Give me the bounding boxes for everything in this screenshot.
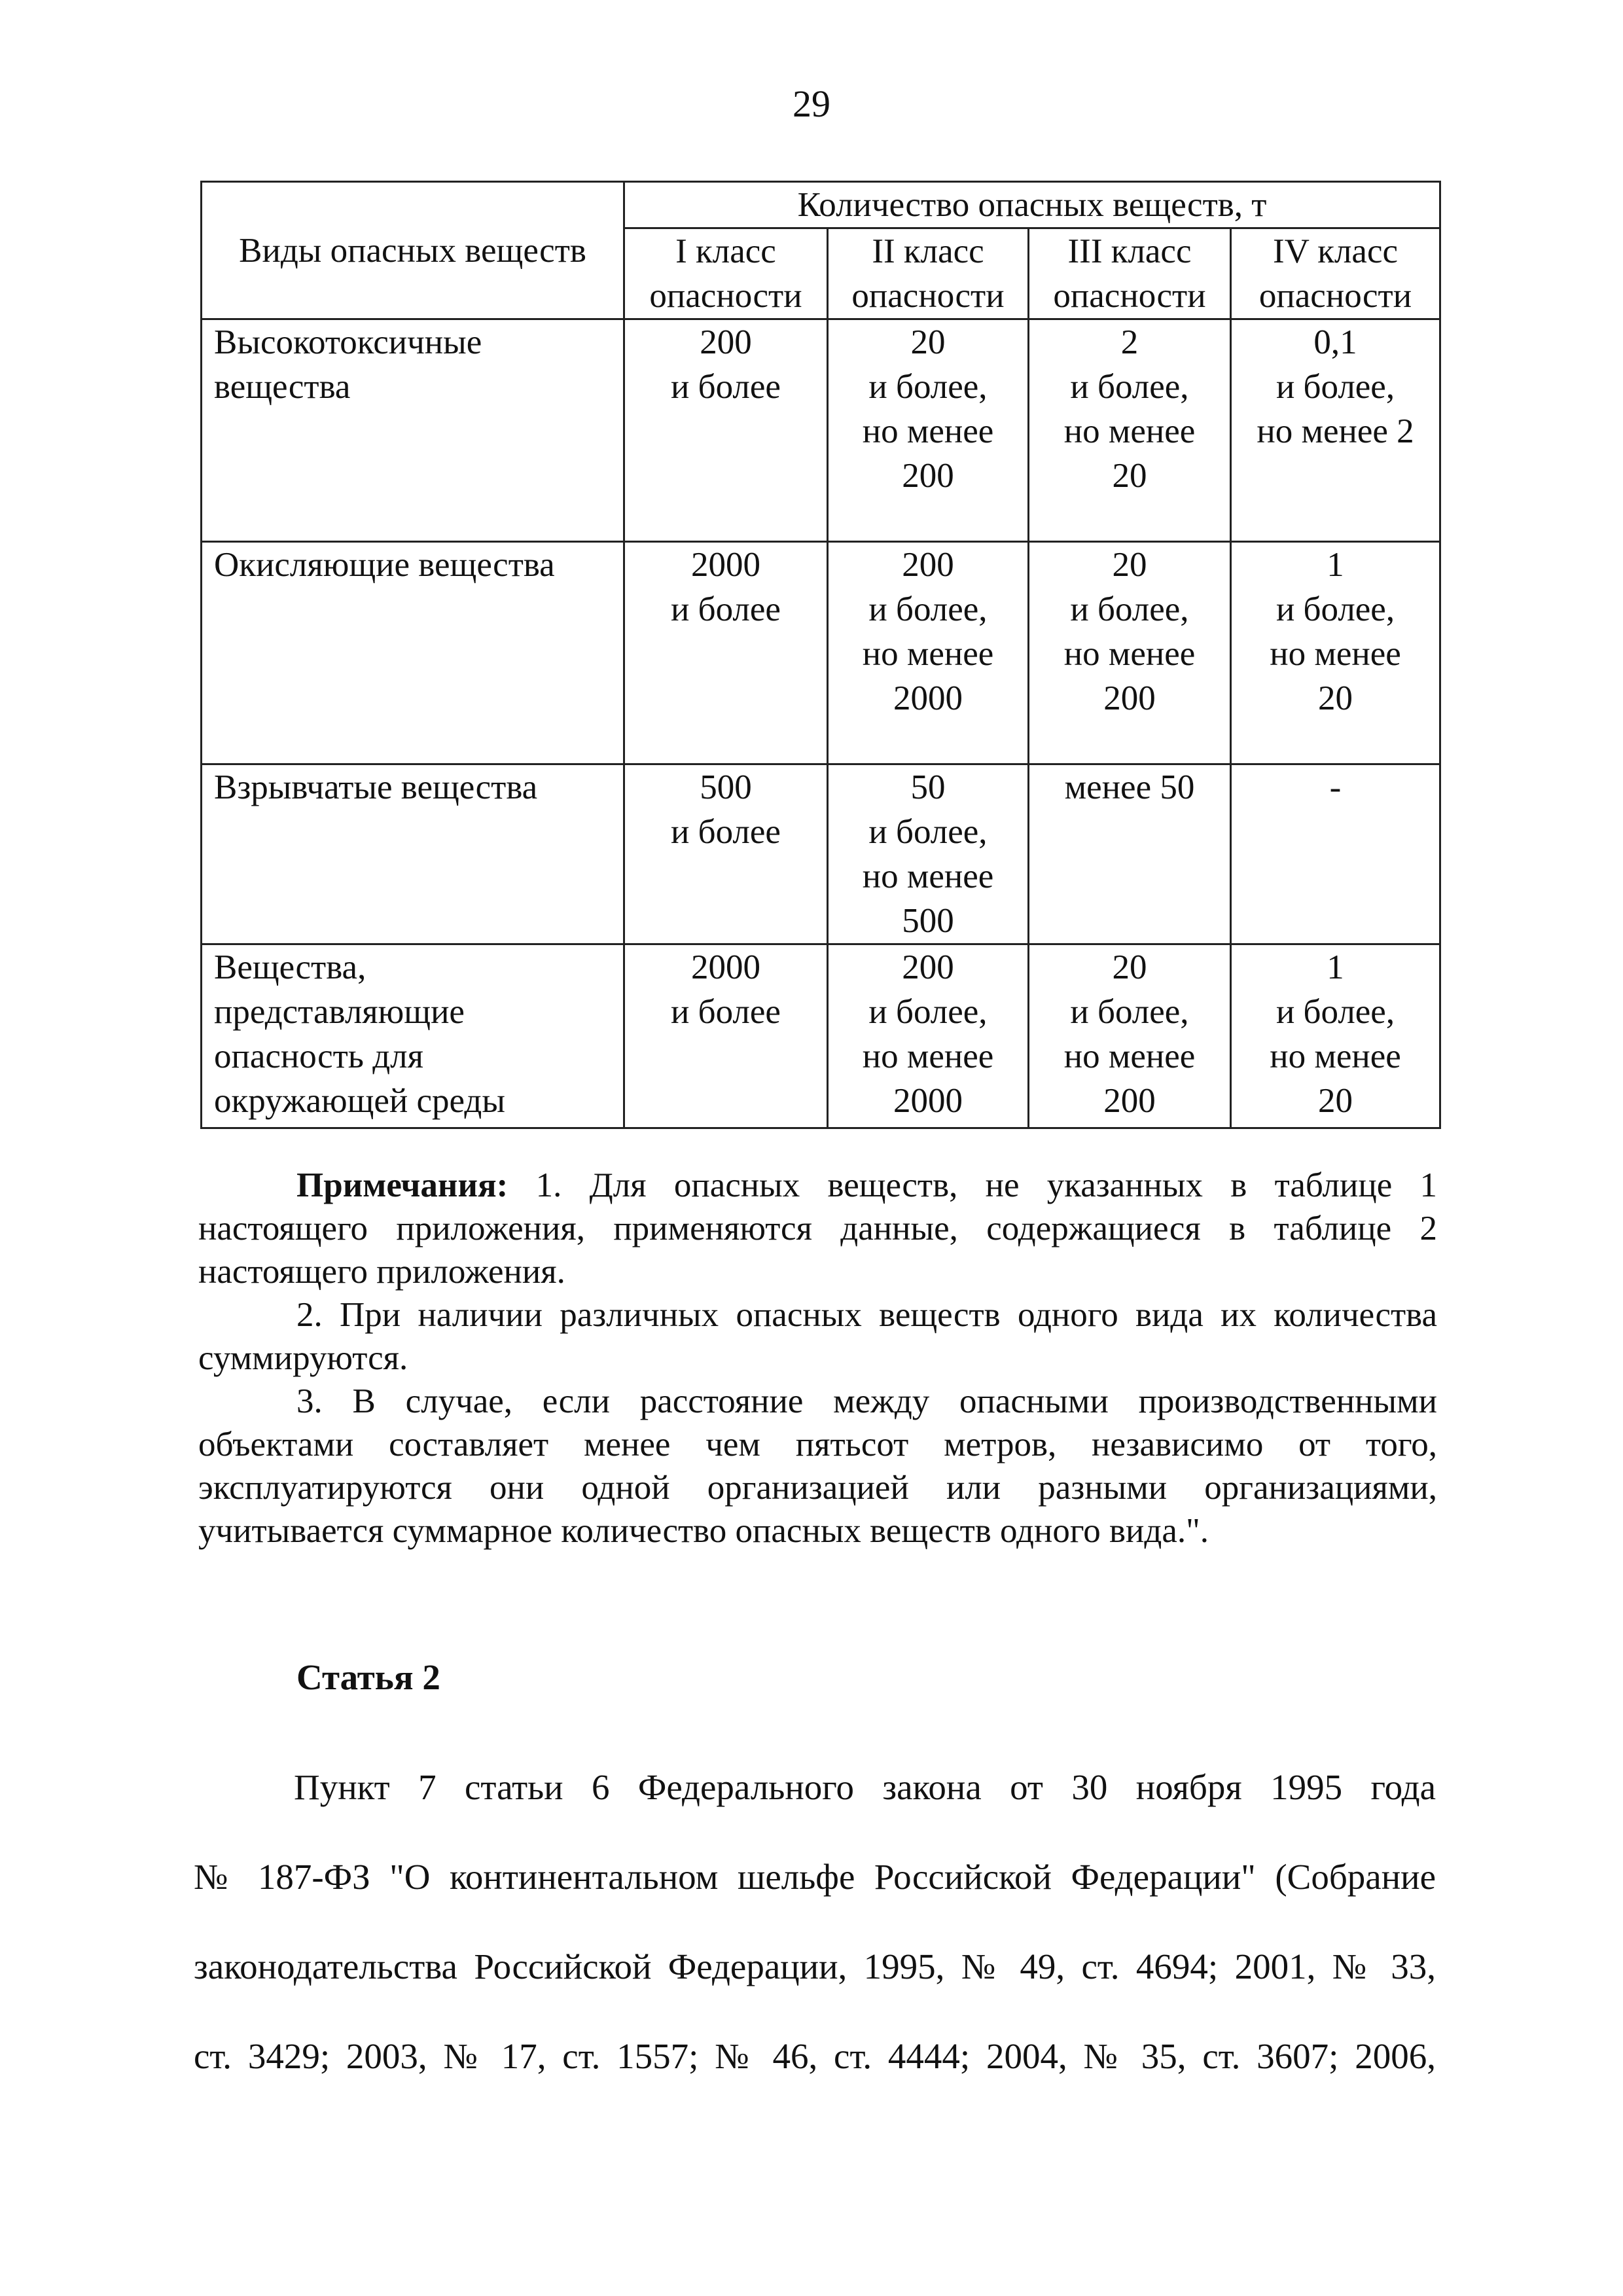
note-3: 3. В случае, если расстояние между опасными производственными объектами составляет менее чем пятьсот метров, независимо от того, эксплуатируются они одной организацией или разными организациями, учитывается суммарное количество опасных веществ одного вида.". <box>198 1382 1437 1550</box>
article-text <box>194 1742 1436 2101</box>
value-cell: менее 50 <box>1029 764 1231 944</box>
value-cell: 0,1 и более, но менее 2 <box>1231 319 1440 542</box>
value-cell: 50 и более, но менее 500 <box>828 764 1029 944</box>
value-cell: 2 и более, но менее 20 <box>1029 319 1231 542</box>
value-cell: 200 и более, но менее 2000 <box>828 542 1029 764</box>
article-line: законодательства Российской Федерации, 1995, № 49, ст. 4694; 2001, № 33, <box>194 1946 1436 1986</box>
article-line: Пункт 7 статьи 6 Федерального закона от 30 ноября 1995 года <box>294 1767 1436 1807</box>
article-line: № 187-ФЗ "О континентальном шельфе Российской Федерации" (Собрание <box>194 1857 1436 1897</box>
header-class-1: I класс опасности <box>624 228 828 319</box>
value-cell: 1 и более, но менее 20 <box>1231 542 1440 764</box>
header-class-4: IV класс опасности <box>1231 228 1440 319</box>
row-name-cell: Взрывчатые вещества <box>202 764 624 944</box>
table-header-row-1 <box>202 182 1440 228</box>
article-line: ст. 3429; 2003, № 17, ст. 1557; № 46, ст. 4444; 2004, № 35, ст. 3607; 2006, <box>194 2036 1436 2076</box>
header-class-2: II класс опасности <box>828 228 1029 319</box>
table-row <box>202 319 1440 542</box>
value-cell: - <box>1231 764 1440 944</box>
value-cell: 200 и более, но менее 2000 <box>828 944 1029 1128</box>
value-cell: 2000 и более <box>624 542 828 764</box>
notes-section <box>198 1164 1437 1552</box>
value-cell: 20 и более, но менее 200 <box>1029 542 1231 764</box>
row-name-cell: Высокотоксичные вещества <box>202 319 624 542</box>
note-2: 2. При наличии различных опасных веществ одного вида их количества суммируются. <box>198 1296 1437 1377</box>
table-row <box>202 542 1440 764</box>
value-cell: 2000 и более <box>624 944 828 1128</box>
hazardous-substances-table <box>200 181 1441 1129</box>
header-substance-types: Виды опасных веществ <box>202 182 624 319</box>
header-quantity-group: Количество опасных веществ, т <box>624 182 1440 228</box>
table-row <box>202 764 1440 944</box>
value-cell: 500 и более <box>624 764 828 944</box>
article-title: Статья 2 <box>296 1657 440 1697</box>
row-name-cell: Вещества, представляющие опасность для окружающей среды <box>202 944 624 1128</box>
page-number: 29 <box>793 82 830 125</box>
value-cell: 20 и более, но менее 200 <box>1029 944 1231 1128</box>
value-cell: 20 и более, но менее 200 <box>828 319 1029 542</box>
value-cell: 200 и более <box>624 319 828 542</box>
note-1: Примечания: 1. Для опасных веществ, не указанных в таблице 1 настоящего приложения, применяются данные, содержащиеся в таблице 2 настоящего приложения. <box>198 1166 1438 1291</box>
value-cell: 1 и более, но менее 20 <box>1231 944 1440 1128</box>
header-class-3: III класс опасности <box>1029 228 1231 319</box>
table-row <box>202 944 1440 1128</box>
row-name-cell: Окисляющие вещества <box>202 542 624 764</box>
notes-label: Примечания: <box>296 1166 508 1204</box>
